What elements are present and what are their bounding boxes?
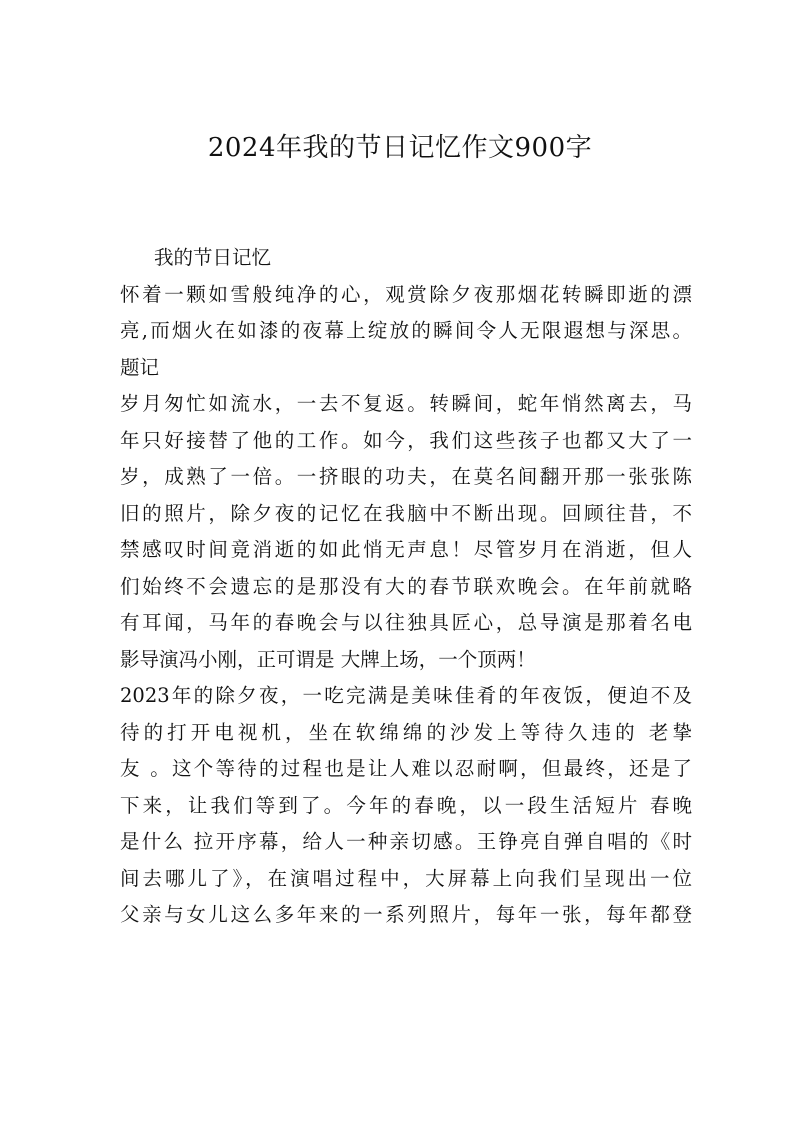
text-line: 有耳闻，马年的春晚会与以往独具匠心，总导演是那着名电 xyxy=(120,611,692,634)
text-line: 亮,而烟火在如漆的夜幕上绽放的瞬间令人无限遐想与深思。 xyxy=(120,319,692,342)
text-line: 们始终不会遗忘的是那没有大的春节联欢晚会。在年前就略 xyxy=(120,574,692,598)
text-line: 下来，让我们等到了。今年的春晚，以一段生活短片 春晚 xyxy=(120,793,692,817)
text-line: 年只好接替了他的工作。如今，我们这些孩子也都又大了一 xyxy=(120,428,692,452)
text-line: 待的打开电视机，坐在软绵绵的沙发上等待久违的 老挚 xyxy=(120,720,692,744)
text-line: 间去哪儿了》，在演唱过程中，大屏幕上向我们呈现出一位 xyxy=(120,866,692,890)
document-title: 2024年我的节日记忆作文900字 xyxy=(207,133,593,163)
text-line: 怀着一颗如雪般纯净的心，观赏除夕夜那烟花转瞬即逝的漂 xyxy=(120,282,692,306)
text-line: 友 。这个等待的过程也是让人难以忍耐啊，但最终，还是了 xyxy=(120,757,692,780)
text-line: 是什么 拉开序幕，给人一种亲切感。王铮亮自弹自唱的《时 xyxy=(120,830,692,853)
subtitle-line: 我的节日记忆 xyxy=(154,246,272,269)
text-line: 禁感叹时间竟消逝的如此悄无声息！尽管岁月在消逝，但人 xyxy=(120,538,692,561)
text-line: 父亲与女儿这么多年来的一系列照片，每年一张，每年都登 xyxy=(120,903,692,926)
text-line: 题记 xyxy=(120,355,160,379)
text-line: 岁，成熟了一倍。一挤眼的功夫，在莫名间翻开那一张张陈 xyxy=(120,465,692,488)
text-line: 旧的照片，除夕夜的记忆在我脑中不断出现。回顾往昔，不 xyxy=(120,501,692,525)
document-body xyxy=(120,240,692,934)
text-line: 2023年的除夕夜，一吃完满是美味佳肴的年夜饭，便迫不及 xyxy=(120,684,692,707)
text-line: 岁月匆忙如流水，一去不复返。转瞬间，蛇年悄然离去，马 xyxy=(120,392,692,415)
text-line: 影导演冯小刚，正可谓是 大牌上场，一个顶两！ xyxy=(120,647,536,671)
